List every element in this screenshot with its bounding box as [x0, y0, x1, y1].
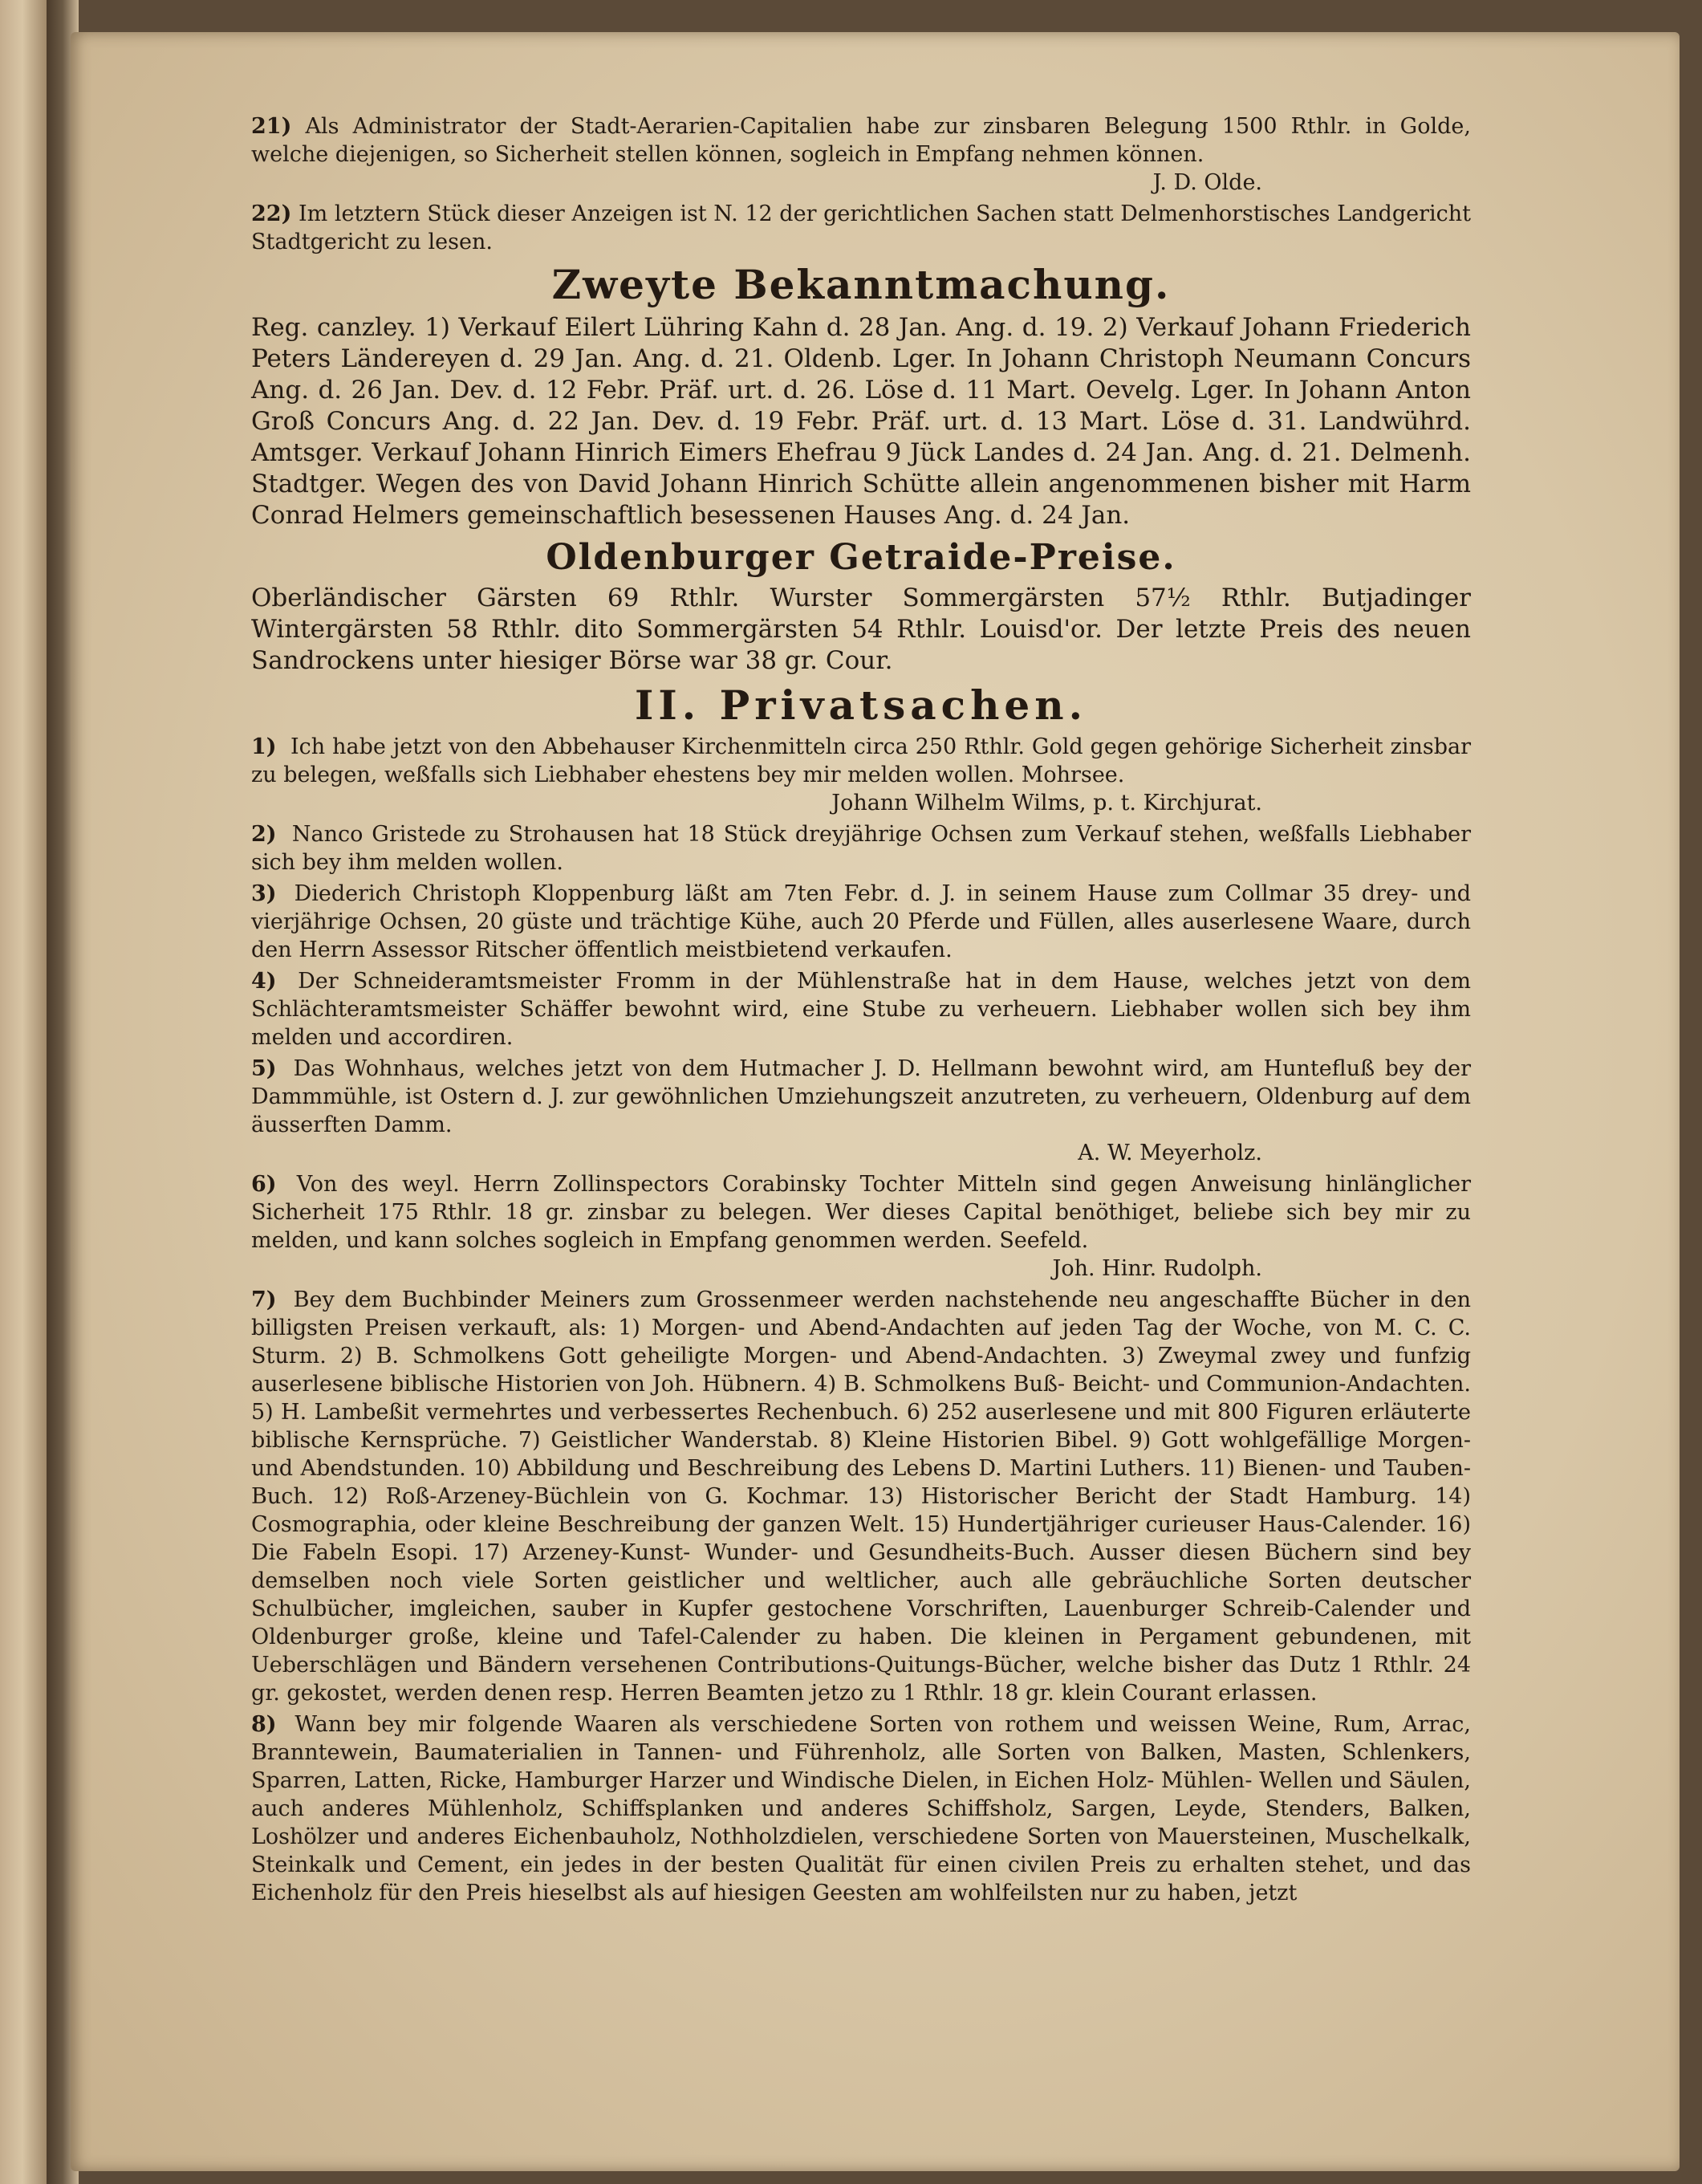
privatsachen-list — [251, 733, 1471, 1907]
item-number: 5) — [251, 1056, 277, 1081]
item-signature: J. D. Olde. — [1152, 170, 1262, 195]
heading-privatsachen: II. Privatsachen. — [635, 681, 1087, 729]
item-number: 1) — [251, 734, 277, 759]
item-signature: Joh. Hinr. Rudolph. — [1052, 1256, 1262, 1281]
item-number: 2) — [251, 822, 277, 847]
list-item — [251, 1710, 1471, 1907]
item-text: Das Wohnhaus, welches jetzt von dem Hutmacher J. D. Hellmann bewohnt wird, am Huntefluß bey der Dammmühle, ist Ostern d. J. zur gewöhnlichen Umziehungszeit anzutreten, zu verheuern, Oldenburg auf dem äusserften Damm. — [251, 1056, 1471, 1137]
item-number: 3) — [251, 881, 277, 906]
page-content — [251, 112, 1471, 1910]
list-item — [251, 733, 1471, 817]
item-text: Nanco Gristede zu Strohausen hat 18 Stück dreyjährige Ochsen zum Verkauf stehen, weßfalls Liebhaber sich bey ihm melden wollen. — [251, 822, 1471, 875]
item-number: 7) — [251, 1287, 277, 1312]
item-text: Diederich Christoph Kloppenburg läßt am 7ten Febr. d. J. in seinem Hause zum Collmar 35 drey- und vierjährige Ochsen, 20 güste und trächtige Kühe, auch 20 Pferde und Füllen, alles auserlesene Waare, durch den Herrn Assessor Ritscher öffentlich meistbietend verkaufen. — [251, 881, 1471, 962]
book-page — [71, 32, 1680, 2171]
item-text: Von des weyl. Herrn Zollinspectors Corabinsky Tochter Mitteln sind gegen Anweisung hinlänglicher Sicherheit 175 Rthlr. 18 gr. zinsbar zu belegen. Wer dieses Capital benöthiget, beliebe sich bey mir zu melden, und kann solches sogleich in Empfang genommen werden. Seefeld. — [251, 1172, 1471, 1253]
list-item — [251, 1055, 1471, 1167]
heading-getraide-preise: Oldenburger Getraide-Preise. — [546, 537, 1176, 578]
item-text: Wann bey mir folgende Waaren als verschiedene Sorten von rothem und weissen Weine, Rum, Arrac, Branntewein, Baumaterialien in Tannen- und Führenholz, alle Sorten von Balken, Masten, Schlenkers, Sparren, Latten, Ricke, Hamburger Harzer und Windische Dielen, in Eichen Holz- Mühlen- Wellen und Säulen, auch anderes Mühlenholz, Schiffsplanken und anderes Schiffsholz, Sargen, Leyde, Stenders, Balken, Loshölzer und anderes Eichenbauholz, Nothholzdielen, verschiedene Sorten von Mauersteinen, Muschelkalk, Steinkalk und Cement, ein jedes in der besten Qualität für einen civilen Preis zu erhalten stehet, und das Eichenholz für den Preis hieselbst als auf hiesigen Geesten am wohlfeilsten nur zu haben, jetzt — [251, 1712, 1471, 1905]
item-text: Bey dem Buchbinder Meiners zum Grossenmeer werden nachstehende neu angeschaffte Bücher in den billigsten Preisen verkauft, als: 1) Morgen- und Abend-Andachten auf jeden Tag der Woche, von M. C. C. Sturm. 2) B. Schmolkens Gott geheiligte Morgen- und Abend-Andachten. 3) Zweymal zwey und funfzig auserlesene biblische Historien von Joh. Hübnern. 4) B. Schmolkens Buß- Beicht- und Communion-Andachten. 5) H. Lambeßit vermehrtes und verbessertes Rechenbuch. 6) 252 auserlesene und mit 800 Figuren erläuterte biblische Kernsprüche. 7) Geistlicher Wanderstab. 8) Kleine Historien Bibel. 9) Gott wohlgefällige Morgen- und Abendstunden. 10) Abbildung und Beschreibung des Lebens D. Martini Luthers. 11) Bienen- und Tauben-Buch. 12) Roß-Arzeney-Büchlein von G. Kochmar. 13) Historischer Bericht der Stadt Hamburg. 14) Cosmographia, oder kleine Beschreibung der ganzen Welt. 15) Hundertjähriger curieuser Haus-Calender. 16) Die Fabeln Esopi. 17) Arzeney-Kunst- Wunder- und Gesundheits-Buch. Ausser diesen Büchern sind bey demselben noch viele Sorten geistlicher und weltlicher, auch alle gebräuchliche Sorten deutscher Schulbücher, imgleichen, sauber in Kupfer gestochene Vorschriften, Lauenburger Schreib-Calender und Oldenburger große, kleine und Tafel-Calender zu haben. Die kleinen in Pergament gebundenen, mit Ueberschlägen und Bändern versehenen Contributions-Quitungs-Bücher, welche bisher das Dutz 1 Rthlr. 24 gr. gekostet, werden denen resp. Herren Beamten jetzo zu 1 Rthlr. 18 gr. klein Courant erlassen. — [251, 1287, 1471, 1706]
item-signature: A. W. Meyerholz. — [1078, 1141, 1262, 1165]
list-item — [251, 820, 1471, 876]
heading-zweyte-bekanntmachung: Zweyte Bekanntmachung. — [551, 261, 1171, 308]
zweyte-text: Reg. canzley. 1) Verkauf Eilert Lühring Kahn d. 28 Jan. Ang. d. 19. 2) Verkauf Johann Friederich Peters Ländereyen d. 29 Jan. Ang. d. 21. Oldenb. Lger. In Johann Christoph Neumann Concurs Ang. d. 26 Jan. Dev. d. 12 Febr. Präf. urt. d. 26. Löse d. 11 Mart. Oevelg. Lger. In Johann Anton Groß Concurs Ang. d. 22 Jan. Dev. d. 19 Febr. Präf. urt. d. 13 Mart. Löse d. 31. Landwührd. Amtsger. Verkauf Johann Hinrich Eimers Ehefrau 9 Jück Landes d. 24 Jan. Ang. d. 21. Delmenh. Stadtger. Wegen des von David Johann Hinrich Schütte allein angenommenen bisher mit Harm Conrad Helmers gemeinschaftlich besessenen Hauses Ang. d. 24 Jan. — [251, 313, 1471, 530]
item-number: 4) — [251, 969, 277, 994]
zweyte-bekanntmachung-text — [251, 312, 1471, 531]
preise-text: Oberländischer Gärsten 69 Rthlr. Wurster Sommergärsten 57½ Rthlr. Butjadinger Wintergärsten 58 Rthlr. dito Sommergärsten 54 Rthlr. Louisd'or. Der letzte Preis des neuen Sandrockens unter hiesiger Börse war 38 gr. Cour. — [251, 584, 1471, 675]
item-text: Ich habe jetzt von den Abbehauser Kirchenmitteln circa 250 Rthlr. Gold gegen gehörige Sicherheit zinsbar zu belegen, weßfalls sich Liebhaber ehestens bey mir melden wollen. Mohrsee. — [251, 734, 1471, 787]
item-22 — [251, 200, 1471, 256]
item-signature: Johann Wilhelm Wilms, p. t. Kirchjurat. — [831, 791, 1262, 815]
item-number: 8) — [251, 1712, 277, 1737]
item-text: Im letztern Stück dieser Anzeigen ist N. 12 der gerichtlichen Sachen statt Delmenhorstisches Landgericht Stadtgericht zu lesen. — [251, 201, 1471, 254]
item-21 — [251, 112, 1471, 197]
getraide-preise-text — [251, 583, 1471, 677]
item-number: 22) — [251, 201, 292, 226]
item-number: 21) — [251, 114, 292, 139]
list-item — [251, 967, 1471, 1051]
item-text: Der Schneideramtsmeister Fromm in der Mühlenstraße hat in dem Hause, welches jetzt von dem Schlächteramtsmeister Schäffer bewohnt wird, eine Stube zu verheuern. Liebhaber wollen sich bey ihm melden und accordiren. — [251, 969, 1471, 1050]
item-number: 6) — [251, 1172, 277, 1197]
list-item — [251, 1286, 1471, 1707]
list-item — [251, 1170, 1471, 1283]
list-item — [251, 880, 1471, 964]
item-text: Als Administrator der Stadt-Aerarien-Capitalien habe zur zinsbaren Belegung 1500 Rthlr. in Golde, welche diejenigen, so Sicherheit stellen können, sogleich in Empfang nehmen können. — [251, 114, 1471, 167]
